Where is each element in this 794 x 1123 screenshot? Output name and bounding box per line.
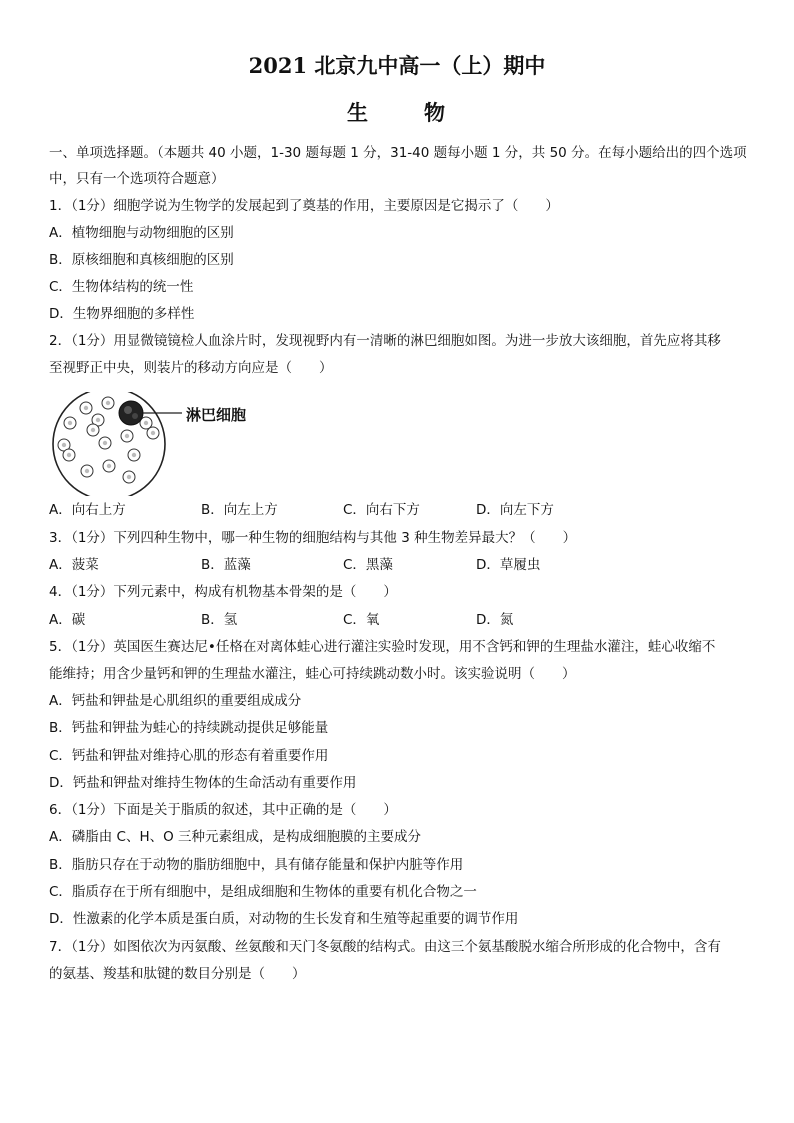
question-3-stem: 3．（1分）下列四种生物中，哪一种生物的细胞结构与其他 3 种生物差异最大？（ ） bbox=[49, 530, 577, 546]
lymphocyte-cell bbox=[119, 401, 143, 425]
subject-char-2: 物 bbox=[424, 100, 447, 125]
question-4-option-a: A．碳 bbox=[49, 612, 86, 628]
red-blood-cell bbox=[121, 430, 133, 442]
red-blood-cell bbox=[147, 427, 159, 439]
question-6-option-b: B．脂肪只存在于动物的脂肪细胞中，具有储存能量和保护内脏等作用 bbox=[49, 857, 464, 873]
question-5-option-b: B．钙盐和钾盐为蛙心的持续跳动提供足够能量 bbox=[49, 720, 329, 736]
question-4-option-b: B．氢 bbox=[201, 612, 238, 628]
question-3-option-c: C．黑藻 bbox=[343, 557, 393, 573]
question-2-option-a: A．向右上方 bbox=[49, 502, 126, 518]
question-7-stem-line-1: 7．（1分）如图依次为丙氨酸、丝氨酸和天门冬氨酸的结构式。由这三个氨基酸脱水缩合所形成的化合物中，含有 bbox=[49, 939, 721, 955]
red-blood-cell bbox=[63, 449, 75, 461]
question-6-option-d: D．性激素的化学本质是蛋白质，对动物的生长发育和生殖等起重要的调节作用 bbox=[49, 911, 519, 927]
red-blood-cell bbox=[80, 402, 92, 414]
question-6-stem: 6．（1分）下面是关于脂质的叙述，其中正确的是（ ） bbox=[49, 802, 397, 818]
red-blood-cell bbox=[87, 424, 99, 436]
question-6-option-c: C．脂质存在于所有细胞中，是组成细胞和生物体的重要有机化合物之一 bbox=[49, 884, 477, 900]
red-blood-cell bbox=[99, 437, 111, 449]
red-blood-cell bbox=[103, 460, 115, 472]
question-1-option-a: A．植物细胞与动物细胞的区别 bbox=[49, 225, 234, 241]
question-2-option-d: D．向左下方 bbox=[476, 502, 554, 518]
question-4-stem: 4．（1分）下列元素中，构成有机物基本骨架的是（ ） bbox=[49, 584, 397, 600]
question-2-option-c: C．向右下方 bbox=[343, 502, 420, 518]
exam-title: 2021 北京九中高一（上）期中 bbox=[248, 53, 546, 78]
question-1-option-b: B．原核细胞和真核细胞的区别 bbox=[49, 252, 234, 268]
red-blood-cell bbox=[81, 465, 93, 477]
question-1-option-d: D．生物界细胞的多样性 bbox=[49, 306, 195, 322]
question-5-option-d: D．钙盐和钾盐对维持生物体的生命活动有重要作用 bbox=[49, 775, 357, 791]
question-5-option-c: C．钙盐和钾盐对维持心肌的形态有着重要作用 bbox=[49, 748, 329, 764]
question-6-option-a: A．磷脂由 C、H、O 三种元素组成，是构成细胞膜的主要成分 bbox=[49, 829, 422, 845]
question-7-stem-line-2: 的氨基、羧基和肽键的数目分别是（ ） bbox=[49, 966, 306, 982]
question-4-option-d: D．氮 bbox=[476, 612, 514, 628]
red-blood-cell bbox=[128, 449, 140, 461]
question-1-stem: 1．（1分）细胞学说为生物学的发展起到了奠基的作用，主要原因是它揭示了（ ） bbox=[49, 198, 559, 214]
subject-char-1: 生 bbox=[347, 100, 370, 125]
subject-title bbox=[0, 97, 794, 127]
question-2-stem-line-2: 至视野正中央，则装片的移动方向应是（ ） bbox=[49, 360, 333, 376]
question-5-stem-line-2: 能维持；用含少量钙和钾的生理盐水灌注，蛙心可持续跳动数小时。该实验说明（ ） bbox=[49, 666, 576, 682]
question-5-stem-line-1: 5．（1分）英国医生赛达尼•任格在对离体蛙心进行灌注实验时发现，用不含钙和钾的生理盐水灌注，蛙心收缩不 bbox=[49, 639, 716, 655]
lymphocyte-label: 淋巴细胞 bbox=[186, 406, 247, 424]
section-instruction-line-2: 中，只有一个选项符合题意） bbox=[49, 171, 225, 187]
red-blood-cells bbox=[58, 397, 159, 483]
question-3-option-b: B．蓝藻 bbox=[201, 557, 251, 573]
question-5-option-a: A．钙盐和钾盐是心肌组织的重要组成成分 bbox=[49, 693, 302, 709]
question-2-option-b: B．向左上方 bbox=[201, 502, 278, 518]
red-blood-cell bbox=[123, 471, 135, 483]
question-3-option-d: D．草履虫 bbox=[476, 557, 541, 573]
section-instruction-line-1: 一、单项选择题。（本题共 40 小题，1-30 题每题 1 分，31-40 题每小题 1 分，共 50 分。在每小题给出的四个选项 bbox=[49, 145, 747, 161]
question-1-option-c: C．生物体结构的统一性 bbox=[49, 279, 194, 295]
question-3-option-a: A．菠菜 bbox=[49, 557, 99, 573]
question-4-option-c: C．氧 bbox=[343, 612, 380, 628]
question-2-stem-line-1: 2．（1分）用显微镜镜检人血涂片时，发现视野内有一清晰的淋巴细胞如图。为进一步放大该细胞，首先应将其移 bbox=[49, 333, 721, 349]
red-blood-cell bbox=[64, 417, 76, 429]
red-blood-cell bbox=[102, 397, 114, 409]
